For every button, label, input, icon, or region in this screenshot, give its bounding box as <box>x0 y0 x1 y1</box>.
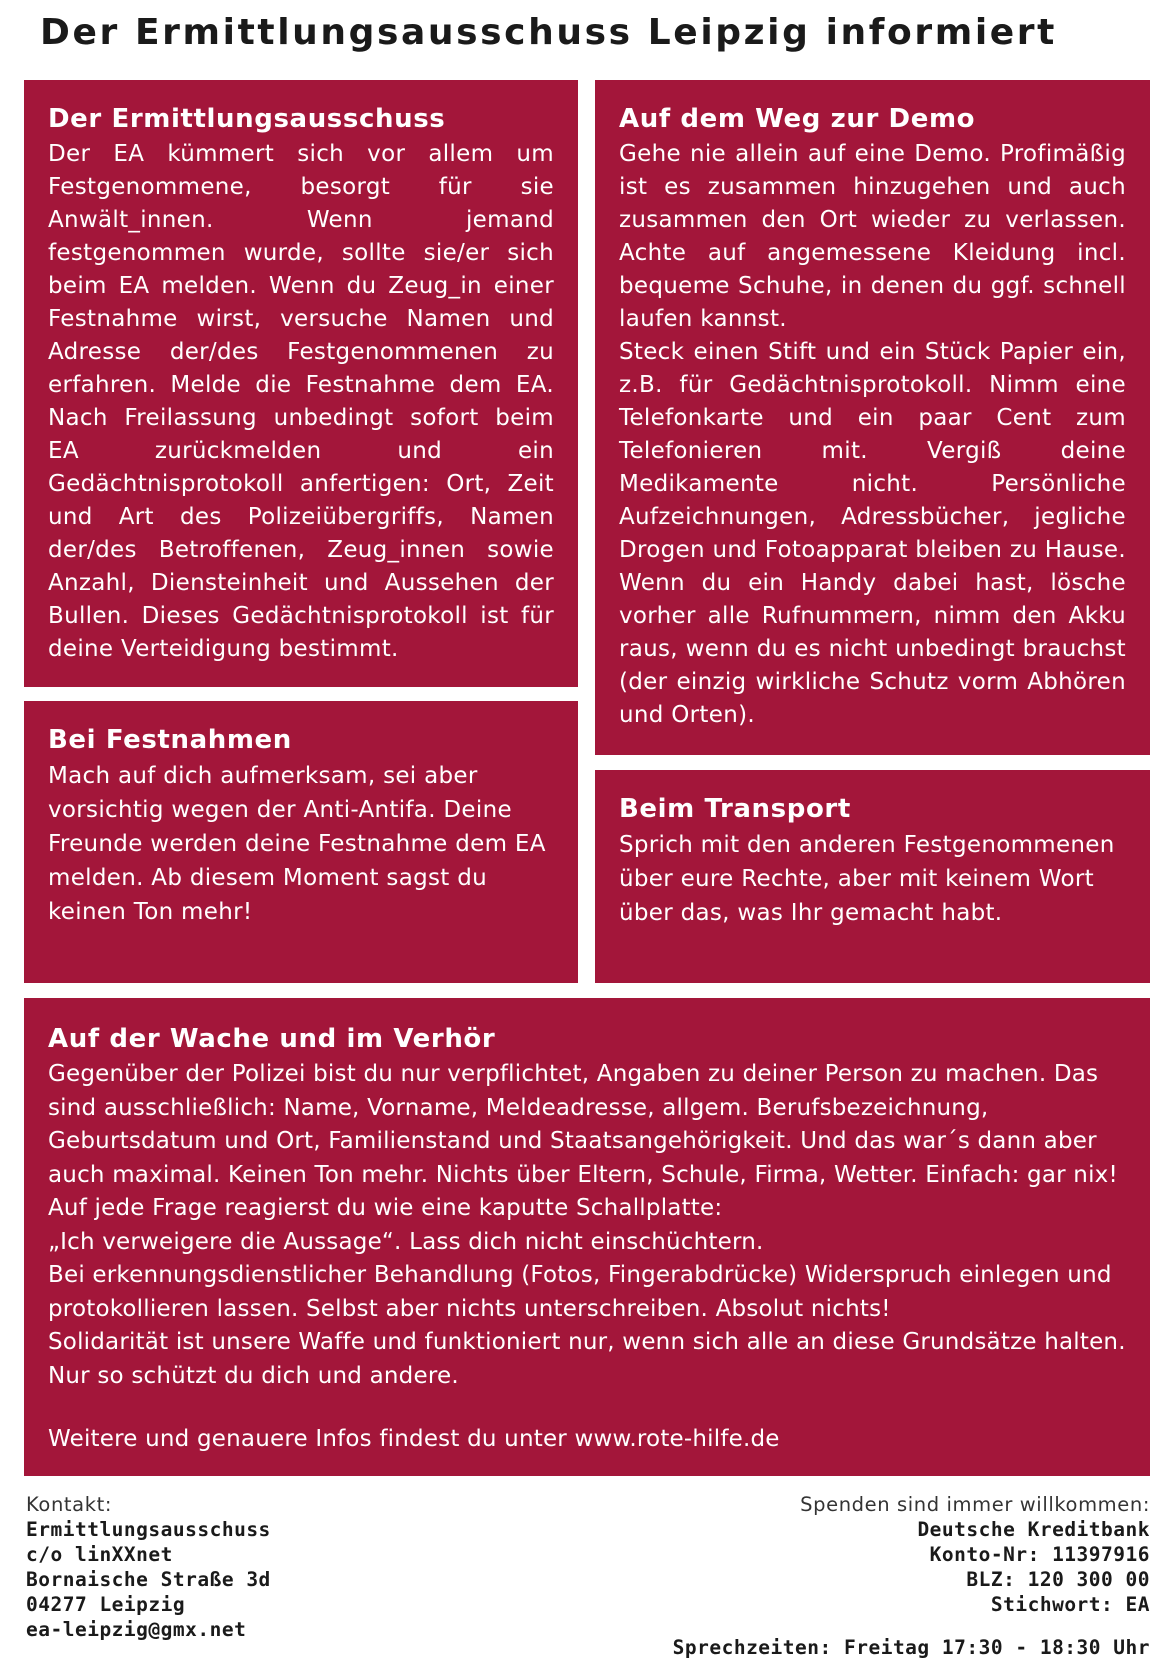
section-heading: Auf dem Weg zur Demo <box>619 104 976 134</box>
section-ermittlungsausschuss <box>24 80 578 687</box>
donation-bank: Deutsche Kreditbank <box>917 1518 1150 1541</box>
section-text: Sprich mit den anderen Festgenommenen über eure Rechte, aber mit keinem Wort über das, was Ihr gemacht habt. <box>619 832 1115 926</box>
section-text: Gehe nie allein auf eine Demo. Profimäßig ist es zusammen hinzugehen und auch zusammen den Ort wieder zu verlassen. Achte auf angemessene Kleidung incl. bequeme Schuhe, in denen du ggf. schnell laufen kannst. <box>619 141 1126 332</box>
section-heading: Auf der Wache und im Verhör <box>48 1024 496 1054</box>
contact-label: Kontakt: <box>26 1493 113 1516</box>
section-text: Solidarität ist unsere Waffe und funktioniert nur, wenn sich alle an diese Grundsätze halten. Nur so schützt du dich und andere. <box>48 1329 1126 1389</box>
section-heading: Bei Festnahmen <box>48 725 292 755</box>
donation-account: Konto-Nr: 11397916 <box>929 1543 1150 1566</box>
section-heading: Der Ermittlungsausschuss <box>48 104 446 134</box>
section-transport <box>595 770 1150 983</box>
info-link-text: Weitere und genauere Infos findest du unter www.rote-hilfe.de <box>48 1426 780 1452</box>
donation-keyword: Stichwort: EA <box>990 1593 1150 1616</box>
page-title: Der Ermittlungsausschuss Leipzig informiert <box>40 12 1057 53</box>
section-text: Bei erkennungsdienstlicher Behandlung (Fotos, Fingerabdrücke) Widerspruch einlegen und protokollieren lassen. Selbst aber nichts unterschreiben. Absolut nichts! <box>48 1262 1112 1322</box>
section-text: Mach auf dich aufmerksam, sei aber vorsichtig wegen der Anti-Antifa. Deine Freunde werden deine Festnahme dem EA melden. Ab diesem Moment sagst du keinen Ton mehr! <box>48 763 546 925</box>
contact-street: Bornaische Straße 3d <box>26 1568 271 1591</box>
contact-email: ea-leipzig@gmx.net <box>26 1618 247 1641</box>
office-hours: Sprechzeiten: Freitag 17:30 - 18:30 Uhr <box>672 1636 1150 1659</box>
section-heading: Beim Transport <box>619 794 851 824</box>
section-text: Steck einen Stift und ein Stück Papier ein, z.B. für Gedächtnisprotokoll. Nimm eine Telefonkarte und ein paar Cent zum Telefonieren mit. Vergiß deine Medikamente nicht. Persönliche Aufzeichnungen, Adressbücher, jegliche Drogen und Fotoapparat bleiben zu Hause. Wenn du ein Handy dabei hast, lösche vorher alle Rufnummern, nimm den Akku raus, wenn du es nicht unbedingt brauchst (der einzig wirkliche Schutz vorm Abhören und Orten). <box>619 339 1126 728</box>
donation-block <box>800 1492 1150 1617</box>
donation-blz: BLZ: 120 300 00 <box>966 1568 1150 1591</box>
section-text: Gegenüber der Polizei bist du nur verpflichtet, Angaben zu deiner Person zu machen. Das sind ausschließlich: Name, Vorname, Meldeadresse, allgem. Berufsbezeichnung, Geburtsdatum und Ort, Familienstand und Staatsangehörigkeit. Und das war´s dann aber auch maximal. Keinen Ton mehr. Nichts über Eltern, Schule, Firma, Wetter. Einfach: gar nix! Auf jede Frage reagierst du wie eine kaputte Schallplatte: <box>48 1061 1118 1221</box>
section-text: Der EA kümmert sich vor allem um Festgenommene, besorgt für sie Anwält_innen. Wenn jemand festgenommen wurde, sollte sie/er sich beim EA melden. Wenn du Zeug_in einer Festnahme wirst, versuche Namen und Adresse der/des Festgenommenen zu erfahren. Melde die Festnahme dem EA. Nach Freilassung unbedingt sofort beim EA zurückmelden und ein Gedächtnisprotokoll anfertigen: Ort, Zeit und Art des Polizeiübergriffs, Namen der/des Betroffenen, Zeug_innen sowie Anzahl, Diensteinheit und Aussehen der Bullen. Dieses Gedächtnisprotokoll ist für deine Verteidigung bestimmt. <box>48 141 554 662</box>
contact-block <box>26 1492 271 1642</box>
donation-label: Spenden sind immer willkommen: <box>800 1493 1150 1516</box>
contact-city: 04277 Leipzig <box>26 1593 186 1616</box>
section-text: „Ich verweigere die Aussage“. Lass dich nicht einschüchtern. <box>48 1228 764 1255</box>
section-wache-verhoer <box>24 998 1150 1476</box>
section-festnahmen <box>24 701 578 983</box>
contact-name: Ermittlungsausschuss <box>26 1518 271 1541</box>
contact-co: c/o linXXnet <box>26 1543 173 1566</box>
section-weg-zur-demo <box>595 80 1150 755</box>
